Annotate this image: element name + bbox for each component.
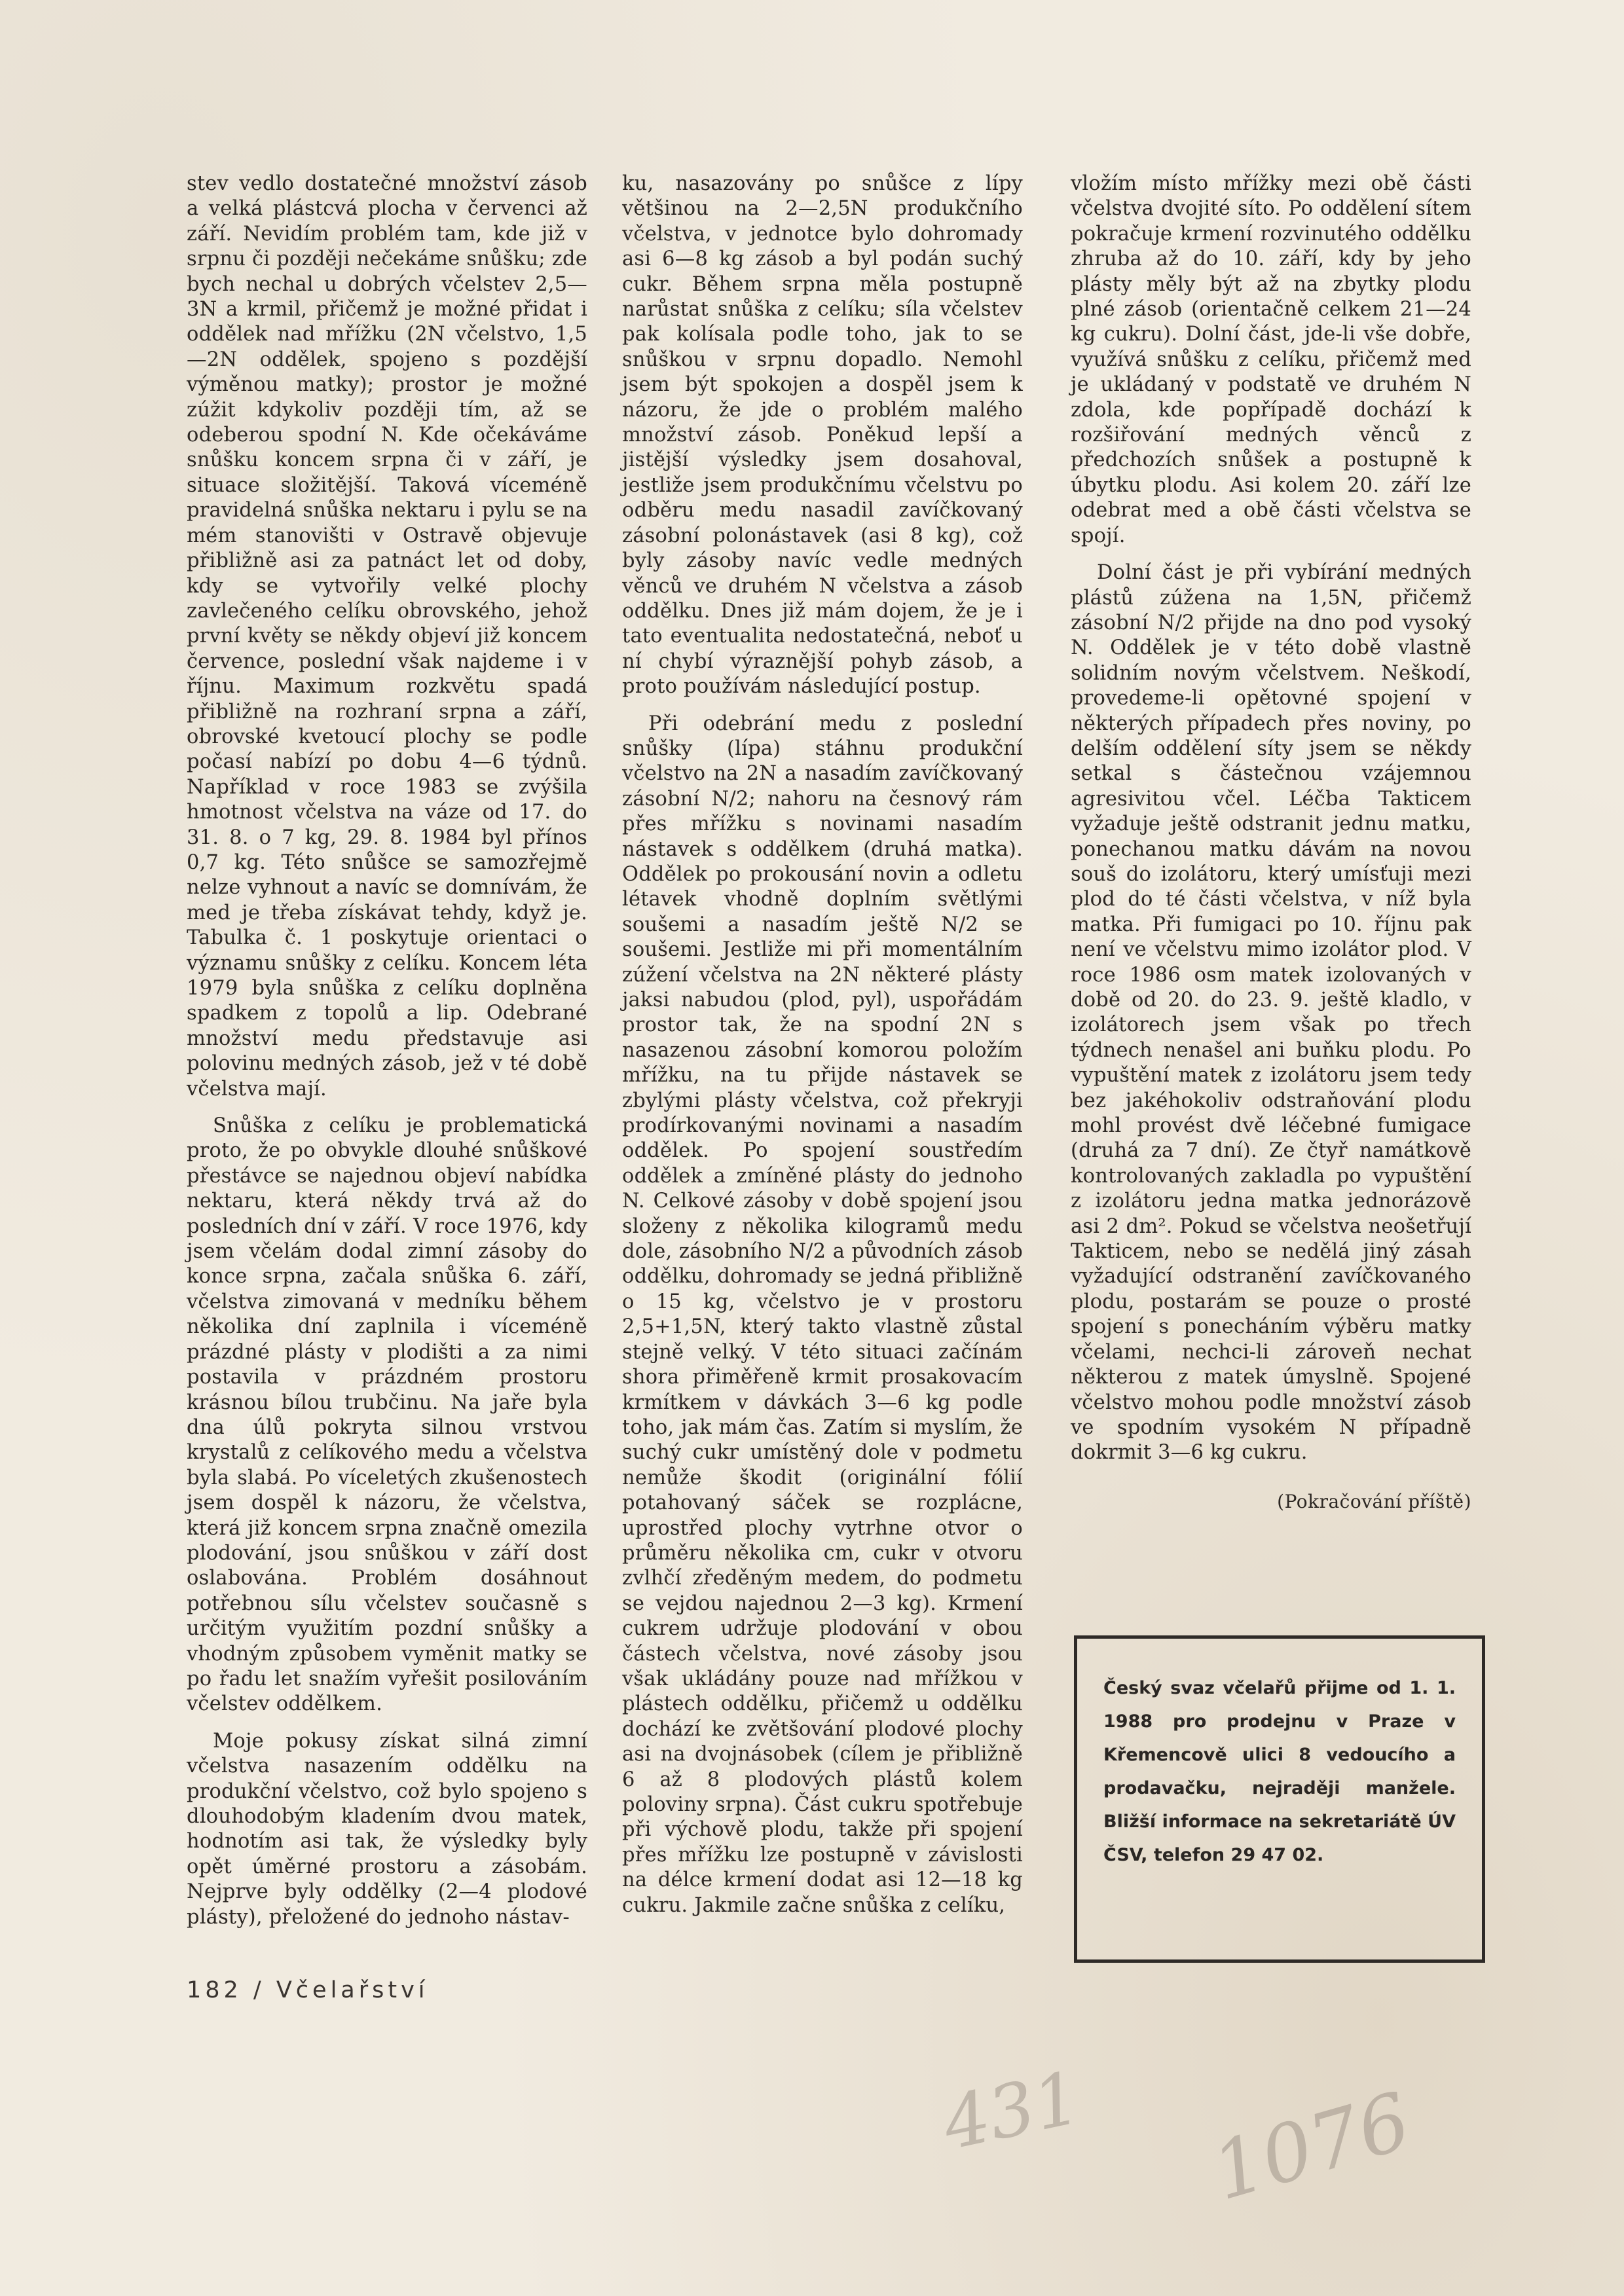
text-column-3 xyxy=(1071,172,1471,1514)
handwritten-mark: 1076 xyxy=(1202,2075,1420,2219)
text-column-2 xyxy=(622,172,1023,1918)
paragraph: Dolní část je při vybírání medných plástů zúžena na 1,5N, přičemž zásobní N/2 přijde na dno pod vysoký N. Oddělek je v této době vlastně solidním novým včelstvem. Neškodí, provedeme-li opětovné spojení v některých případech přes noviny, po delším oddělení síty jsem se někdy setkal s částečnou vzájemnou agresivitou včel. Léčba Takticem vyžaduje ještě odstranit jednu matku, ponechanou matku dávám na novou souš do izolátoru, který umísťuji mezi plod do té části včelstva, v níž byla matka. Při fumigaci po 10. říjnu pak není ve včelstvu mimo izolátor plod. V roce 1986 osm matek izolovaných v době od 20. do 23. 9. ještě kladlo, v izolátorech jsem však po třech týdnech nenašel ani buňku plodu. Po vypuštění matek z izolátoru jsem tedy bez jakéhokoliv odstraňování plodu mohl provést dvě léčebné fumigace (druhá za 7 dní). Ze čtyř namátkově kontrolovaných zakladla po vypuštění z izolátoru jedna matka jednorázově asi 2 dm². Pokud se včelstva neošetřují Takticem, nebo se nedělá jiný zásah vyžadující odstranění zavíčkovaného plodu, postarám se pouze o prosté spojení s ponecháním výběru matky včelami, nechci-li zároveň nechat některou z matek úmyslně. Spojené včelstvo mohou podle množství zásob ve spodním vysokém N případně dokrmit 3—6 kg cukru. xyxy=(1071,561,1471,1465)
text-column-1 xyxy=(187,172,587,1930)
advertisement-text: Český svaz včelařů přijme od 1. 1. 1988 pro prodejnu v Praze v Křemencově ulici 8 vedoucího a prodavačku, nejraději manžele. Bližší informace na sekretariátě ÚV ČSV, telefon 29 47 02. xyxy=(1103,1678,1456,1865)
paragraph: vložím místo mřížky mezi obě části včelstva dvojité síto. Po oddělení sítem pokračuje krmení rozvinutého oddělku zhruba až do 10. září, kdy by jeho plásty měly být až na zbytky plodu plné zásob (orientačně celkem 21—24 kg cukru). Dolní část, jde-li vše dobře, využívá snůšku z celíku, přičemž med je ukládaný v podstatě ve druhém N zdola, kde popřípadě dochází k rozšiřování medných věnců z předchozích snůšek a postupně k úbytku plodu. Asi kolem 20. září lze odebrat med a obě části včelstva se spojí. xyxy=(1071,172,1471,547)
handwritten-mark: 431 xyxy=(935,2055,1088,2166)
continuation-note: (Pokračování příště) xyxy=(1277,1490,1471,1512)
paragraph: Snůška z celíku je problematická proto, že po obvykle dlouhé snůškové přestávce se najednou objeví nabídka nektaru, která někdy trvá až do posledních dní v září. V roce 1976, kdy jsem včelám dodal zimní zásoby do konce srpna, začala snůška 6. září, včelstva zimovaná v medníku během několika dní zaplnila i víceméně prázdné plásty v plodišti a za nimi postavila v prázdném prostoru krásnou bílou trubčinu. Na jaře byla dna úlů pokryta silnou vrstvou krystalů z celíkového medu a včelstva byla slabá. Po víceletých zkušenostech jsem dospěl k názoru, že včelstva, která již koncem srpna značně omezila plodování, jsou snůškou v září dost oslabována. Problém dosáhnout potřebnou sílu včelstev současně s určitým využitím pozdní snůšky a vhodným způsobem vyměnit matky se po řadu let snažím vyřešit posilováním včelstev oddělkem. xyxy=(187,1114,587,1716)
paragraph: stev vedlo dostatečné množství zásob a velká plástcvá plocha v červenci až září. Nevidím problém tam, kde již v srpnu či později nečekáme snůšku; zde bych nechal u dobrých včelstev 2,5—3N a krmil, přičemž je možné přidat i oddělek nad mřížku (2N včelstvo, 1,5—2N oddělek, spojeno s pozdější výměnou matky); prostor je možné zúžit kdykoliv později tím, až se odeberou spodní N. Kde očekáváme snůšku koncem srpna či v září, je situace složitější. Taková víceméně pravidelná snůška nektaru i pylu se na mém stanovišti v Ostravě objevuje přibližně asi za patnáct let od doby, kdy se vytvořily velké plochy zavlečeného celíku obrovského, jehož první květy se někdy objeví již koncem července, poslední však najdeme i v říjnu. Maximum rozkvětu spadá přibližně na rozhraní srpna a září, obrovské kvetoucí plochy se podle počasí nabízí po dobu 4—6 týdnů. Například v roce 1983 se zvýšila hmotnost včelstva na váze od 17. do 31. 8. o 7 kg, 29. 8. 1984 byl přínos 0,7 kg. Této snůšce se samozřejmě nelze vyhnout a navíc se domnívám, že med je třeba získávat tehdy, když je. Tabulka č. 1 poskytuje orientaci o významu snůšky z celíku. Koncem léta 1979 byla snůška z celíku doplněna spadkem z topolů a lip. Odebrané množství medu představuje asi polovinu medných zásob, jež v té době včelstva mají. xyxy=(187,172,587,1101)
page-footer: 182 / Včelařství xyxy=(187,1977,429,2003)
paragraph: Při odebrání medu z poslední snůšky (lípa) stáhnu produkční včelstvo na 2N a nasadím zavíčkovaný zásobní N/2; nahoru na česnový rám přes mřížku s novinami nasadím nástavek s oddělkem (druhá matka). Oddělek po prokousání novin a odletu létavek vhodně doplním světlými soušemi a nasadím ještě N/2 se soušemi. Jestliže mi při momentálním zúžení včelstva na 2N některé plásty jaksi nabudou (plod, pyl), uspořádám prostor tak, že na spodní 2N s nasazenou zásobní komorou položím mřížku, na tu přijde nástavek se zbylými plásty včelstva, což překryji prodírkovanými novinami a nasadím oddělek. Po spojení soustředím oddělek a zmíněné plásty do jednoho N. Celkové zásoby v době spojení jsou složeny z několika kilogramů medu dole, zásobního N/2 a původních zásob oddělku, dohromady se jedná přibližně o 15 kg, včelstvo je v prostoru 2,5+1,5N, který takto vlastně zůstal stejně velký. V této situaci začínám shora přiměřeně krmit prosakovacím krmítkem v dávkách 3—6 kg podle toho, jak mám čas. Zatím si myslím, že suchý cukr umístěný dole v podmetu nemůže škodit (originální fólií potahovaný sáček se rozplácne, uprostřed plochy vytrhne otvor o průměru několika cm, cukr v otvoru zvlhčí zředěným medem, do podmetu se vejdou najednou 2—3 kg). Krmení cukrem udržuje plodování v obou částech včelstva, nové zásoby jsou však ukládány pouze nad mřížkou v plástech oddělku, přičemž u oddělku dochází ke zvětšování plodové plochy asi na dvojnásobek (cílem je přibližně 6 až 8 plodových plástů kolem poloviny srpna). Část cukru spotřebuje při výchově plodu, takže při spojení přes mřížku lze postupně v závislosti na délce krmení dodat asi 12—18 kg cukru. Jakmile začne snůška z celíku, xyxy=(622,712,1023,1917)
paragraph: ku, nasazovány po snůšce z lípy většinou na 2—2,5N produkčního včelstva, v jednotce bylo dohromady asi 6—8 kg zásob a byl podán suchý cukr. Během srpna měla postupně narůstat snůška z celíku; síla včelstev pak kolísala podle toho, jak to se snůškou v srpnu dopadlo. Nemohl jsem být spokojen a dospěl jsem k názoru, že jde o problém malého množství zásob. Poněkud lepší a jistější výsledky jsem dosahoval, jestliže jsem produkčnímu včelstvu po odběru medu nasadil zavíčkovaný zásobní polonástavek (asi 8 kg), což byly zásoby navíc vedle medných věnců ve druhém N včelstva a zásob oddělku. Dnes již mám dojem, že je i tato eventualita nedostatečná, neboť u ní chybí výraznější pohyb zásob, a proto používám následující postup. xyxy=(622,172,1023,699)
job-advertisement-box xyxy=(1074,1635,1485,1963)
paragraph: Moje pokusy získat silná zimní včelstva nasazením oddělku na produkční včelstvo, což bylo spojeno s dlouhodobým kladením dvou matek, hodnotím asi tak, že výsledky byly opět úměrné prostoru a zásobám. Nejprve byly oddělky (2—4 plodové plásty), přeložené do jednoho nástav- xyxy=(187,1729,587,1929)
